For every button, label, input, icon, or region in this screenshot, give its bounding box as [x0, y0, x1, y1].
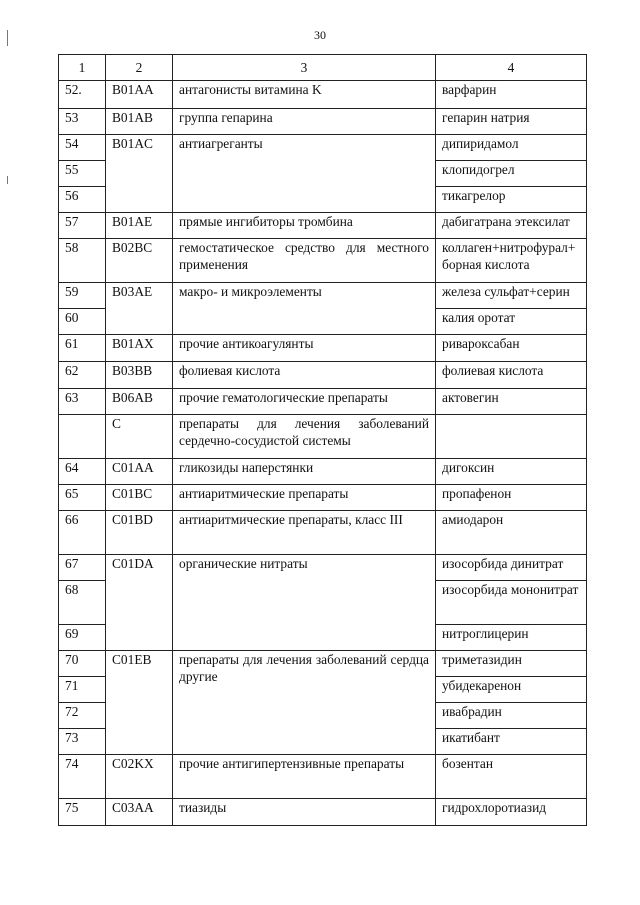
atc-code: C02KX	[106, 755, 173, 799]
drug-group: макро- и микроэлементы	[173, 283, 436, 335]
drug-group: фолиевая кислота	[173, 362, 436, 389]
drug-name: триметазидин	[436, 651, 587, 677]
row-number: 54	[59, 135, 106, 161]
drug-name: ивабрадин	[436, 703, 587, 729]
drug-group: препараты для лечения заболеваний сердца другие	[173, 651, 436, 755]
drug-group: прямые ингибиторы тромбина	[173, 213, 436, 239]
row-number: 64	[59, 459, 106, 485]
table-row	[59, 555, 587, 581]
drug-group: тиазиды	[173, 799, 436, 826]
row-number: 60	[59, 309, 106, 335]
drug-name: изосорбида динитрат	[436, 555, 587, 581]
drug-name: тикагрелор	[436, 187, 587, 213]
drug-name: фолиевая кислота	[436, 362, 587, 389]
table-row	[59, 81, 587, 109]
drug-name: калия оротат	[436, 309, 587, 335]
row-number: 68	[59, 581, 106, 625]
drug-name: убидекаренон	[436, 677, 587, 703]
row-number: 65	[59, 485, 106, 511]
table-row	[59, 213, 587, 239]
drug-name: гепарин натрия	[436, 109, 587, 135]
drug-group: прочие гематологические препараты	[173, 389, 436, 415]
row-number	[59, 415, 106, 459]
table-row	[59, 485, 587, 511]
drug-group: прочие антикоагулянты	[173, 335, 436, 362]
drug-name	[436, 415, 587, 459]
drug-group: антагонисты витамина K	[173, 81, 436, 109]
drug-name: дипиридамол	[436, 135, 587, 161]
table-row	[59, 511, 587, 555]
table-row	[59, 459, 587, 485]
row-number: 56	[59, 187, 106, 213]
row-number: 71	[59, 677, 106, 703]
drug-group: антиагреганты	[173, 135, 436, 213]
row-number: 69	[59, 625, 106, 651]
drug-name: актовегин	[436, 389, 587, 415]
atc-code: B01AA	[106, 81, 173, 109]
row-number: 75	[59, 799, 106, 826]
atc-code: C	[106, 415, 173, 459]
row-number: 72	[59, 703, 106, 729]
drug-name: варфарин	[436, 81, 587, 109]
drug-group: антиаритмические препараты, класс III	[173, 511, 436, 555]
row-number: 57	[59, 213, 106, 239]
table-row	[59, 362, 587, 389]
atc-code: B01AB	[106, 109, 173, 135]
atc-code: B03AE	[106, 283, 173, 335]
drug-name: нитроглицерин	[436, 625, 587, 651]
row-number: 55	[59, 161, 106, 187]
row-number: 74	[59, 755, 106, 799]
row-number: 61	[59, 335, 106, 362]
row-number: 70	[59, 651, 106, 677]
drug-name: коллаген+нитрофурал+ борная кислота	[436, 239, 587, 283]
column-header: 1	[59, 55, 106, 81]
atc-code: C03AA	[106, 799, 173, 826]
drug-name: гидрохлоротиазид	[436, 799, 587, 826]
row-number: 67	[59, 555, 106, 581]
atc-code: B01AE	[106, 213, 173, 239]
drug-name: пропафенон	[436, 485, 587, 511]
column-header: 2	[106, 55, 173, 81]
table-header-row	[59, 55, 587, 81]
drug-group: группа гепарина	[173, 109, 436, 135]
atc-code: C01DA	[106, 555, 173, 651]
drug-group: органические нитраты	[173, 555, 436, 651]
table-row	[59, 109, 587, 135]
column-header: 3	[173, 55, 436, 81]
table-row	[59, 389, 587, 415]
drug-name: клопидогрел	[436, 161, 587, 187]
atc-code: C01BD	[106, 511, 173, 555]
atc-code: B01AX	[106, 335, 173, 362]
row-number: 66	[59, 511, 106, 555]
table-row	[59, 799, 587, 826]
drug-name: икатибант	[436, 729, 587, 755]
row-number: 59	[59, 283, 106, 309]
drug-name: дигоксин	[436, 459, 587, 485]
table-row	[59, 135, 587, 161]
scan-margin-mark	[7, 30, 8, 46]
atc-code: B06AB	[106, 389, 173, 415]
drug-name: изосорбида мононитрат	[436, 581, 587, 625]
drug-group: прочие антигипертензивные препараты	[173, 755, 436, 799]
row-number: 73	[59, 729, 106, 755]
atc-code: B02BC	[106, 239, 173, 283]
drug-name: бозентан	[436, 755, 587, 799]
drug-classification-table	[58, 54, 587, 826]
atc-code: C01EB	[106, 651, 173, 755]
atc-code: C01AA	[106, 459, 173, 485]
drug-group: гликозиды наперстянки	[173, 459, 436, 485]
table-row	[59, 239, 587, 283]
row-number: 52.	[59, 81, 106, 109]
table-row	[59, 335, 587, 362]
table-row	[59, 415, 587, 459]
table-row	[59, 651, 587, 677]
drug-group: гемостатическое средство для местного применения	[173, 239, 436, 283]
row-number: 53	[59, 109, 106, 135]
row-number: 58	[59, 239, 106, 283]
row-number: 62	[59, 362, 106, 389]
table-row	[59, 283, 587, 309]
atc-code: B01AC	[106, 135, 173, 213]
scan-margin-mark	[7, 176, 8, 184]
drug-name: дабигатрана этексилат	[436, 213, 587, 239]
atc-code: B03BB	[106, 362, 173, 389]
row-number: 63	[59, 389, 106, 415]
column-header: 4	[436, 55, 587, 81]
drug-group: препараты для лечения заболеваний сердечно-сосудистой системы	[173, 415, 436, 459]
table-row	[59, 755, 587, 799]
drug-name: амиодарон	[436, 511, 587, 555]
drug-group: антиаритмические препараты	[173, 485, 436, 511]
drug-name: железа сульфат+серин	[436, 283, 587, 309]
atc-code: C01BC	[106, 485, 173, 511]
drug-name: ривароксабан	[436, 335, 587, 362]
page-number: 30	[314, 28, 326, 42]
